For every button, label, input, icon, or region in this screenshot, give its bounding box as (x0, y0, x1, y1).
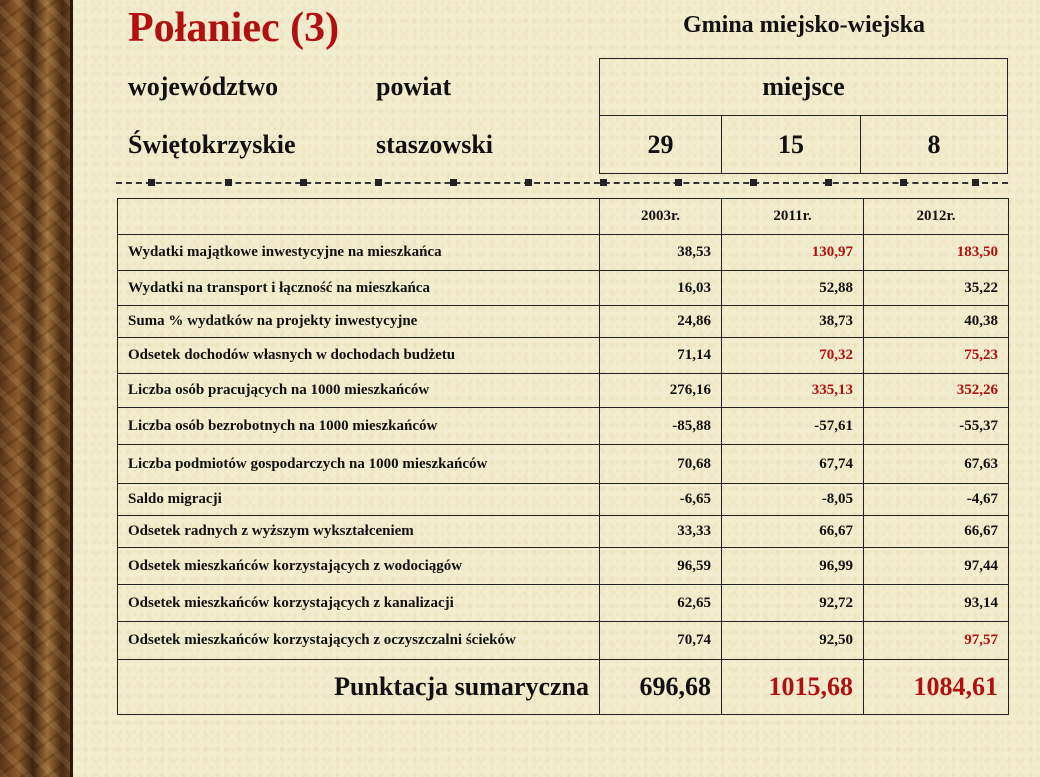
powiat-label: powiat (376, 72, 452, 101)
table-row (118, 445, 1009, 484)
row-value: 92,50 (722, 622, 864, 660)
row-value: 24,86 (600, 306, 722, 338)
total-value: 1084,61 (864, 660, 1009, 715)
table-row (118, 548, 1009, 585)
row-label: Liczba podmiotów gospodarczych na 1000 mieszkańców (118, 445, 600, 484)
row-value: 38,73 (722, 306, 864, 338)
row-label: Odsetek dochodów własnych w dochodach budżetu (118, 338, 600, 374)
row-value: 35,22 (864, 271, 1009, 306)
row-value: -55,37 (864, 408, 1009, 445)
column-header: 2011r. (722, 199, 864, 235)
divider-dot (600, 179, 607, 186)
gmina-type: Gmina miejsko-wiejska (683, 12, 925, 38)
row-label: Saldo migracji (118, 484, 600, 516)
row-value: -8,05 (722, 484, 864, 516)
divider-dot (300, 179, 307, 186)
row-value: 52,88 (722, 271, 864, 306)
row-value: 335,13 (722, 374, 864, 408)
row-label: Wydatki majątkowe inwestycyjne na mieszkańca (118, 235, 600, 271)
row-value: 92,72 (722, 585, 864, 622)
divider-dot (750, 179, 757, 186)
row-value: 93,14 (864, 585, 1009, 622)
row-value: 38,53 (600, 235, 722, 271)
row-value: 130,97 (722, 235, 864, 271)
table-row (118, 408, 1009, 445)
row-label: Odsetek mieszkańców korzystających z oczyszczalni ścieków (118, 622, 600, 660)
row-value: 75,23 (864, 338, 1009, 374)
row-value: -6,65 (600, 484, 722, 516)
row-value: 33,33 (600, 516, 722, 548)
dashed-divider (116, 182, 1008, 184)
row-value: 97,44 (864, 548, 1009, 585)
place-cell-1: 29 (599, 115, 722, 174)
divider-dot (675, 179, 682, 186)
miejsce-header: miejsce (599, 58, 1008, 116)
place-cell-2: 15 (721, 115, 861, 174)
row-value: 66,67 (864, 516, 1009, 548)
row-value: 16,03 (600, 271, 722, 306)
decorative-sidebar (0, 0, 73, 777)
row-value: 40,38 (864, 306, 1009, 338)
row-value: -85,88 (600, 408, 722, 445)
row-label: Liczba osób pracujących na 1000 mieszkańców (118, 374, 600, 408)
row-label: Odsetek radnych z wyższym wykształceniem (118, 516, 600, 548)
column-header: 2012r. (864, 199, 1009, 235)
row-value: 183,50 (864, 235, 1009, 271)
divider-dot (900, 179, 907, 186)
total-value: 1015,68 (722, 660, 864, 715)
row-value: 67,63 (864, 445, 1009, 484)
row-label: Liczba osób bezrobotnych na 1000 mieszkańców (118, 408, 600, 445)
row-label: Wydatki na transport i łączność na mieszkańca (118, 271, 600, 306)
table-row (118, 585, 1009, 622)
row-label: Odsetek mieszkańców korzystających z wodociągów (118, 548, 600, 585)
row-value: 96,59 (600, 548, 722, 585)
row-value: 62,65 (600, 585, 722, 622)
indicator-table (117, 198, 1009, 715)
divider-dot (375, 179, 382, 186)
row-value: 67,74 (722, 445, 864, 484)
table-row (118, 622, 1009, 660)
column-header (118, 199, 600, 235)
row-value: 71,14 (600, 338, 722, 374)
page-title: Połaniec (3) (128, 5, 340, 51)
divider-dot (825, 179, 832, 186)
table-row (118, 306, 1009, 338)
wojewodztwo-value: Świętokrzyskie (128, 130, 296, 159)
total-row (118, 660, 1009, 715)
divider-dot (148, 179, 155, 186)
row-value: -57,61 (722, 408, 864, 445)
row-value: -4,67 (864, 484, 1009, 516)
table-row (118, 484, 1009, 516)
table-row (118, 235, 1009, 271)
row-value: 70,32 (722, 338, 864, 374)
table-row (118, 374, 1009, 408)
row-value: 276,16 (600, 374, 722, 408)
total-value: 696,68 (600, 660, 722, 715)
divider-dot (525, 179, 532, 186)
row-value: 70,68 (600, 445, 722, 484)
divider-dot (450, 179, 457, 186)
wojewodztwo-label: województwo (128, 72, 279, 101)
row-value: 70,74 (600, 622, 722, 660)
row-label: Odsetek mieszkańców korzystających z kanalizacji (118, 585, 600, 622)
divider-dot (972, 179, 979, 186)
table-row (118, 338, 1009, 374)
place-cell-3: 8 (860, 115, 1008, 174)
table-row (118, 271, 1009, 306)
divider-dot (225, 179, 232, 186)
row-value: 96,99 (722, 548, 864, 585)
row-label: Suma % wydatków na projekty inwestycyjne (118, 306, 600, 338)
table-header-row (118, 199, 1009, 235)
row-value: 352,26 (864, 374, 1009, 408)
column-header: 2003r. (600, 199, 722, 235)
total-label: Punktacja sumaryczna (118, 660, 600, 715)
powiat-value: staszowski (376, 130, 494, 159)
table-row (118, 516, 1009, 548)
row-value: 97,57 (864, 622, 1009, 660)
row-value: 66,67 (722, 516, 864, 548)
